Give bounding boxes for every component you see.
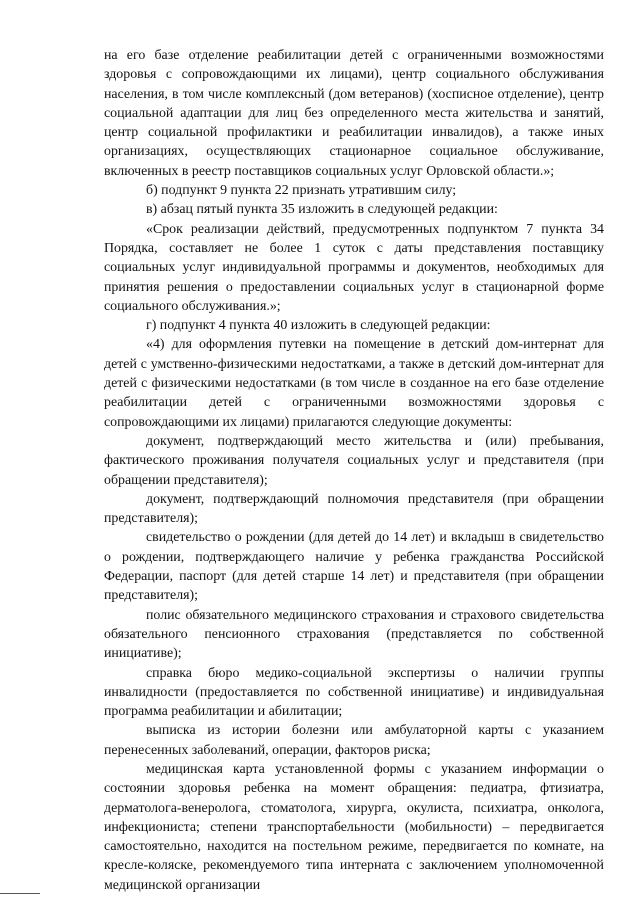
paragraph: справка бюро медико-социальной экспертизы о наличии группы инвалидности (предоставляется по собственной инициативе) и индивидуальная программа реабилитации и абилитации; [104, 665, 604, 720]
paragraph: полис обязательного медицинского страхования и страхового свидетельства обязательного пенсионного страхования (представляется по собственной инициативе); [104, 607, 604, 662]
paragraph: «4) для оформления путевки на помещение в детский дом-интернат для детей с умственно-физическими недостатками, а также в детский дом-интернат для детей с физическими недостатками (в том числе в созданное на его базе отделение реабилитации детей с ограниченными возможностями здоровья с сопровождающими их лицами) прилагаются следующие документы: [104, 337, 604, 430]
paragraph: на его базе отделение реабилитации детей с ограниченными возможностями здоровья с сопровождающими их лицами), центр социального обслуживания населения, в том числе комплексный (дом ветеранов) (хосписное отделение), центр социальной адаптации для лиц без определенного места жительства и занятий, центр социальной профилактики и реабилитации инвалидов), а также иных организациях, осуществляющих стационарное социальное обслуживание, включенных в реестр поставщиков социальных услуг Орловской области.»; [104, 48, 604, 179]
footer-divider [0, 893, 40, 894]
paragraph: «Срок реализации действий, предусмотренных подпунктом 7 пункта 34 Порядка, составляет не более 1 суток с даты представления поставщику социальных услуг индивидуальной программы и документов, необходимых для принятия решения о предоставлении социальных услуг в стационарной форме социального обслуживания.»; [104, 221, 604, 314]
paragraph: медицинская карта установленной формы с указанием информации о состоянии здоровья ребенка на момент обращения: педиатра, фтизиатра, дерматолога-венеролога, стоматолога, хирурга, окулиста, психиатра, онколога, инфекциониста; степени транспортабельности (мобильности) – передвигается самостоятельно, находится на постельном режиме, передвигается по комнате, на кресле-коляске, рекомендуемого типа интерната с заключением уполномоченной медицинской организации [104, 761, 604, 893]
document-body [104, 46, 604, 895]
paragraph: б) подпункт 9 пункта 22 признать утратившим силу; [146, 183, 457, 199]
paragraph: документ, подтверждающий полномочия представителя (при обращении представителя); [104, 491, 604, 527]
paragraph: документ, подтверждающий место жительства и (или) пребывания, фактического проживания получателя социальных услуг и представителя (при обращении представителя); [104, 433, 604, 488]
paragraph: свидетельство о рождении (для детей до 14 лет) и вкладыш в свидетельство о рождении, подтверждающего наличие у ребенка гражданства Российской Федерации, паспорт (для детей старше 14 лет) и представителя (при обращении представителя); [104, 530, 604, 604]
paragraph: г) подпункт 4 пункта 40 изложить в следующей редакции: [146, 318, 491, 334]
paragraph: выписка из истории болезни или амбулаторной карты с указанием перенесенных заболеваний, операции, факторов риска; [104, 723, 604, 758]
paragraph: в) абзац пятый пункта 35 изложить в следующей редакции: [146, 202, 498, 218]
